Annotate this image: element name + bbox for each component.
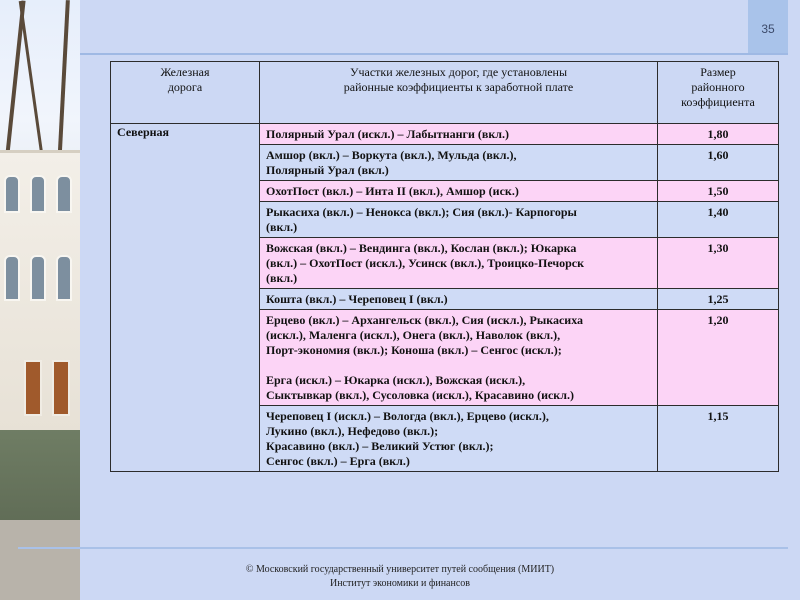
section-line: Вожская (вкл.) – Вендинга (вкл.), Кослан (вкл.); Юкарка xyxy=(266,241,577,255)
section-line: Рыкасиха (вкл.) – Ненокса (вкл.); Сия (вкл.)- Карпогоры xyxy=(266,205,577,219)
coefficient-value: 1,15 xyxy=(658,406,779,472)
section-cell xyxy=(260,289,658,310)
coefficient-value: 1,50 xyxy=(658,181,779,202)
section-cell xyxy=(260,406,658,472)
section-line: ОхотПост (вкл.) – Инта II (вкл.), Амшор (иск.) xyxy=(266,184,519,198)
section-line: Полярный Урал (вкл.) xyxy=(266,163,389,177)
section-line: Кошта (вкл.) – Череповец I (вкл.) xyxy=(266,292,448,306)
coefficients-table xyxy=(110,61,779,472)
section-line xyxy=(266,358,651,373)
section-line: Амшор (вкл.) – Воркута (вкл.), Мульда (вкл.), xyxy=(266,148,517,162)
slide-number: 35 xyxy=(761,22,775,36)
header-railway: Железная дорога xyxy=(111,62,260,124)
section-line: (вкл.) xyxy=(266,220,298,234)
coefficient-value: 1,60 xyxy=(658,145,779,181)
section-line: Ерга (искл.) – Юкарка (искл.), Вожская (искл.), xyxy=(266,373,526,387)
building-photo xyxy=(0,0,80,600)
section-cell xyxy=(260,238,658,289)
coefficient-value: 1,80 xyxy=(658,124,779,145)
table-row xyxy=(111,124,779,145)
coefficient-value: 1,20 xyxy=(658,310,779,406)
coefficient-value: 1,40 xyxy=(658,202,779,238)
section-line: Череповец I (искл.) – Вологда (вкл.), Ерцево (искл.), xyxy=(266,409,549,423)
section-line: Лукино (вкл.), Нефедово (вкл.); xyxy=(266,424,439,438)
footer-institute: Институт экономики и финансов xyxy=(329,578,471,589)
section-line: Красавино (вкл.) – Великий Устюг (вкл.); xyxy=(266,439,494,453)
section-line: Сенгос (вкл.) – Ерга (вкл.) xyxy=(266,454,410,468)
header-coefficient: Размер районного коэффициента xyxy=(658,62,779,124)
section-cell xyxy=(260,310,658,406)
coefficient-value: 1,25 xyxy=(658,289,779,310)
section-line: Ерцево (вкл.) – Архангельск (вкл.), Сия (искл.), Рыкасиха xyxy=(266,313,584,327)
section-cell xyxy=(260,202,658,238)
top-divider xyxy=(80,53,788,55)
railway-name: Северная xyxy=(111,124,260,472)
slide-number-box xyxy=(748,0,788,54)
section-line: Порт-экономия (вкл.); Коноша (вкл.) – Сенгос (искл.); xyxy=(266,343,562,357)
section-line: Полярный Урал (искл.) – Лабытнанги (вкл.) xyxy=(266,127,509,141)
coefficient-value: 1,30 xyxy=(658,238,779,289)
section-line: Сыктывкар (вкл.), Сусоловка (искл.), Красавино (искл.) xyxy=(266,388,574,402)
section-line: (вкл.) – ОхотПост (искл.), Усинск (вкл.), Троицко-Печорск xyxy=(266,256,585,270)
header-sections: Участки железных дорог, где установлены районные коэффициенты к заработной плате xyxy=(260,62,658,124)
section-cell xyxy=(260,124,658,145)
section-cell xyxy=(260,181,658,202)
table-header-row xyxy=(111,62,779,124)
footer-university: © Московский государственный университет путей сообщения (МИИТ) xyxy=(245,564,555,575)
section-line: (искл.), Маленга (искл.), Онега (вкл.), Наволок (вкл.), xyxy=(266,328,561,342)
section-line: (вкл.) xyxy=(266,271,298,285)
section-cell xyxy=(260,145,658,181)
bottom-divider xyxy=(18,547,788,549)
